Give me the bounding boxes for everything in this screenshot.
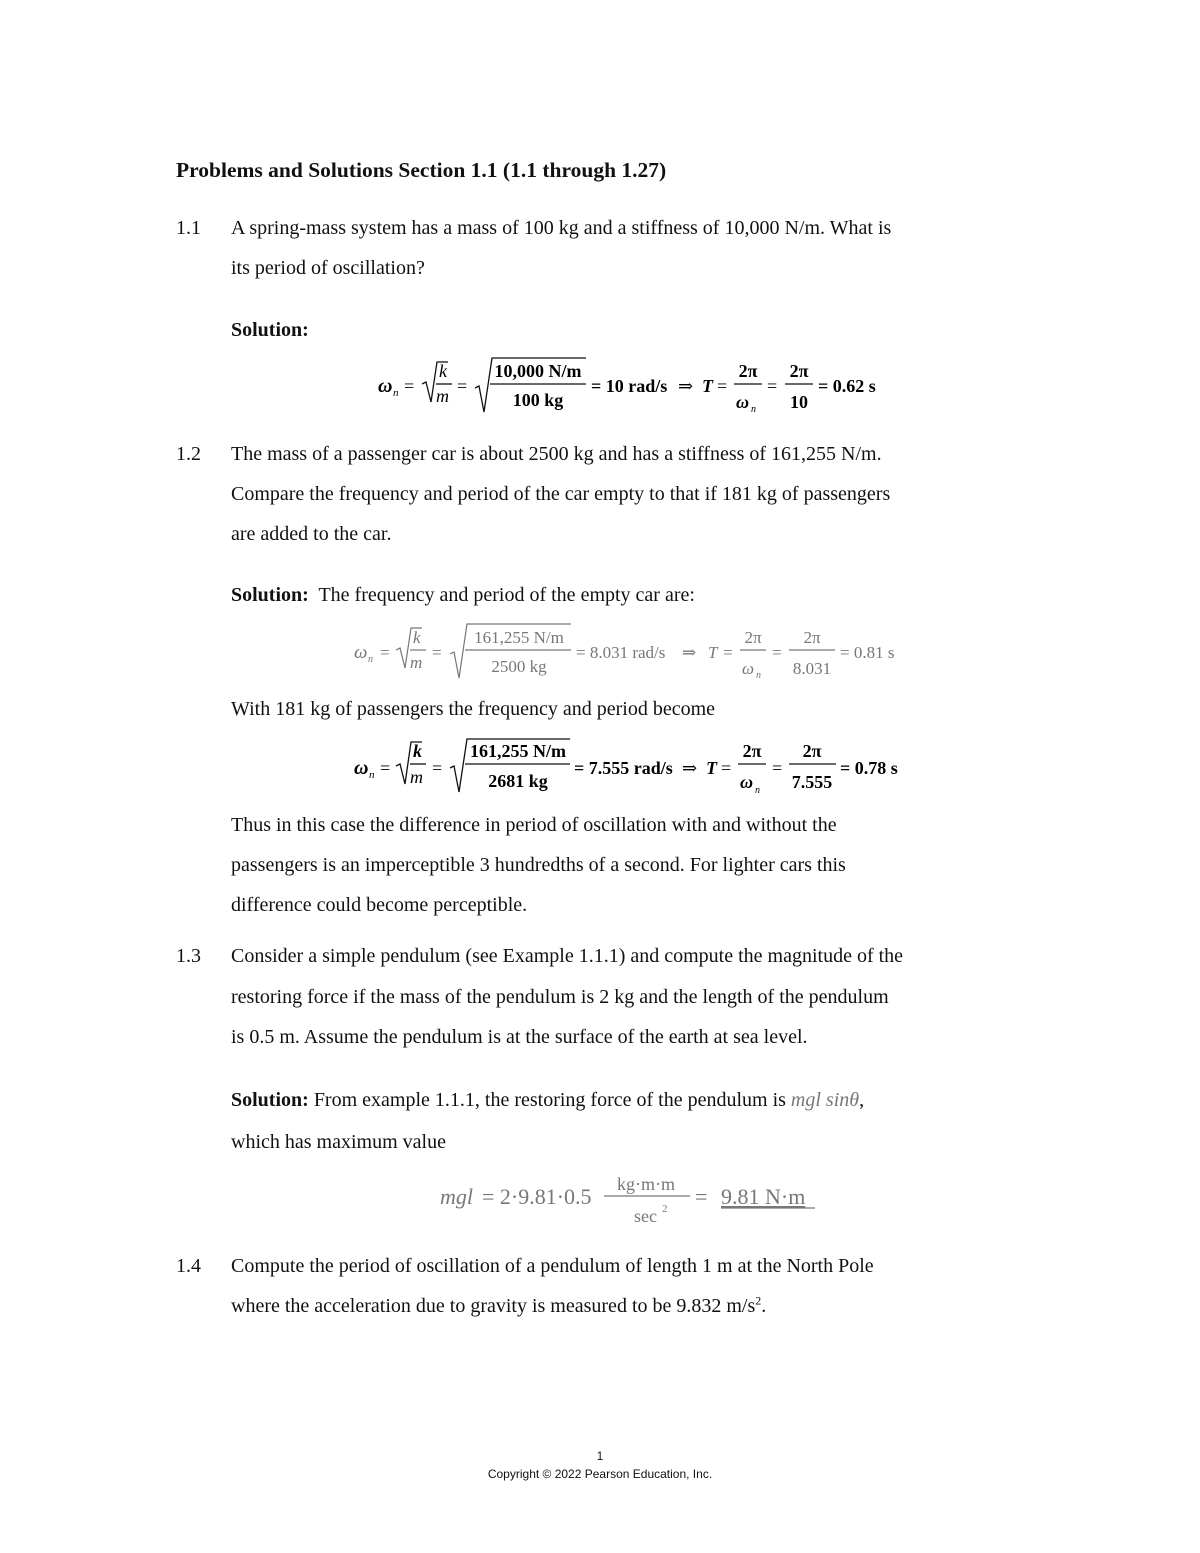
svg-text:m: m xyxy=(410,653,423,672)
svg-text:ω: ω xyxy=(736,392,750,412)
problem-text-line: The mass of a passenger car is about 2500 kg and has a stiffness of 161,255 N/m. xyxy=(231,443,882,465)
problem-number: 1.3 xyxy=(176,945,201,967)
svg-text:2π: 2π xyxy=(802,741,822,761)
equation-expression: = 2·9.81·0.5 xyxy=(482,1184,592,1209)
svg-text:ω: ω xyxy=(740,772,754,792)
solution-text: The frequency and period of the empty car are: xyxy=(318,584,695,606)
two-pi: 2π xyxy=(789,361,809,381)
equation-result: = 10 rad/s xyxy=(591,376,668,396)
implies-symbol: ⇒ xyxy=(678,376,694,396)
solution-line: Solution: From example 1.1.1, the restoring force of the pendulum is mgl sinθ, xyxy=(231,1089,865,1111)
problem-text-line: where the acceleration due to gravity is measured to be 9.832 $m/s^2$. xyxy=(231,1293,767,1317)
equation-1-2-loaded xyxy=(352,736,912,802)
svg-text:=: = xyxy=(432,643,442,662)
problem-text-line: Compute the period of oscillation of a pendulum of length 1 m at the North Pole xyxy=(231,1255,874,1277)
svg-text:=: = xyxy=(432,758,443,778)
svg-text:=: = xyxy=(380,758,391,778)
equation-1-3 xyxy=(438,1166,838,1232)
m-symbol: m xyxy=(436,386,449,406)
svg-text:=: = xyxy=(695,1184,708,1209)
solution-label: Solution: xyxy=(231,319,309,341)
equation-1-2-empty xyxy=(352,620,912,686)
subscript: n xyxy=(393,387,399,399)
svg-text:=: = xyxy=(723,643,733,662)
solution-text: which has maximum value xyxy=(231,1131,446,1153)
svg-text:⇒: ⇒ xyxy=(682,758,698,778)
svg-text:n: n xyxy=(756,670,761,681)
answer: 9.81 N·m xyxy=(721,1184,806,1209)
copyright: Copyright © 2022 Pearson Education, Inc. xyxy=(487,1467,713,1481)
solution-text-line: Thus in this case the difference in period of oscillation with and without the xyxy=(231,814,837,836)
fraction-denominator: 7.555 xyxy=(791,772,833,792)
fraction-denominator: 2500 kg xyxy=(491,657,547,676)
svg-text:m: m xyxy=(410,767,423,787)
two-pi: 2π xyxy=(738,361,758,381)
page-title: Problems and Solutions Section 1.1 (1.1 through 1.27) xyxy=(176,158,667,182)
equation-result: = 7.555 rad/s xyxy=(574,758,673,778)
k-symbol: k xyxy=(439,361,447,381)
solution-text: From example 1.1.1, the restoring force of the pendulum is xyxy=(313,1089,786,1111)
problem-number: 1.2 xyxy=(176,443,201,465)
svg-text:k: k xyxy=(413,741,422,761)
svg-text:n: n xyxy=(369,769,375,781)
problem-text-line: is 0.5 m. Assume the pendulum is at the surface of the earth at sea level. xyxy=(231,1026,808,1048)
svg-text:=: = xyxy=(767,376,778,396)
inline-math: mgl sinθ xyxy=(790,1089,860,1111)
svg-text:ω: ω xyxy=(742,659,755,678)
fraction-denominator: 100 kg xyxy=(512,390,564,410)
fraction-denominator: 10 xyxy=(790,392,808,412)
problem-text-line: A spring-mass system has a mass of 100 kg and a stiffness of 10,000 N/m. What is xyxy=(231,217,892,239)
page-number: 1 xyxy=(596,1449,604,1463)
problem-text-line: Compare the frequency and period of the car empty to that if 181 kg of passengers xyxy=(231,483,891,505)
equation-final: = 0.62 s xyxy=(818,376,876,396)
svg-text:n: n xyxy=(751,404,756,415)
fraction-numerator: kg·m·m xyxy=(617,1174,675,1194)
svg-text:k: k xyxy=(413,628,421,647)
problem-text-line: Consider a simple pendulum (see Example 1.1.1) and compute the magnitude of the xyxy=(231,945,904,967)
svg-text:ω: ω xyxy=(354,757,369,779)
fraction-numerator: 161,255 N/m xyxy=(470,741,566,761)
svg-text:=: = xyxy=(721,758,732,778)
fraction-denominator: 8.031 xyxy=(792,659,832,678)
svg-text:=: = xyxy=(457,376,468,396)
omega-symbol: ω xyxy=(378,375,393,397)
problem-text-line: restoring force if the mass of the pendulum is 2 kg and the length of the pendulum xyxy=(231,986,889,1008)
problem-number: 1.4 xyxy=(176,1255,201,1277)
solution-text-line: passengers is an imperceptible 3 hundredths of a second. For lighter cars this xyxy=(231,854,846,876)
problem-number: 1.1 xyxy=(176,217,201,239)
exponent: 2 xyxy=(662,1203,668,1215)
svg-text:=: = xyxy=(772,758,783,778)
exponent: 2 xyxy=(755,1293,762,1308)
svg-text:2π: 2π xyxy=(803,628,821,647)
svg-text:=: = xyxy=(404,376,415,396)
equation-final: = 0.78 s xyxy=(840,758,898,778)
solution-text: With 181 kg of passengers the frequency and period become xyxy=(231,698,716,720)
fraction-denominator: 2681 kg xyxy=(488,771,548,791)
problem-text-line: are added to the car. xyxy=(231,523,392,545)
fraction-denominator: sec xyxy=(634,1206,657,1226)
fraction-numerator: 10,000 N/m xyxy=(494,361,582,381)
svg-text:2π: 2π xyxy=(742,741,762,761)
solution-label: Solution: xyxy=(231,584,309,606)
period-symbol: T xyxy=(702,376,713,396)
svg-text:T: T xyxy=(708,643,718,662)
svg-text:2π: 2π xyxy=(744,628,762,647)
svg-text:=: = xyxy=(380,643,390,662)
svg-text:⇒: ⇒ xyxy=(682,643,697,662)
svg-text:T: T xyxy=(706,758,717,778)
svg-text:ω: ω xyxy=(354,642,368,663)
solution-text-line: difference could become perceptible. xyxy=(231,894,528,916)
solution-line xyxy=(231,583,695,607)
svg-text:=: = xyxy=(717,376,728,396)
equation-1-1 xyxy=(376,354,896,420)
problem-text-line: its period of oscillation? xyxy=(231,257,425,279)
svg-text:n: n xyxy=(755,785,760,796)
equation-final: = 0.81 s xyxy=(840,643,895,662)
equation-lhs: mgl xyxy=(440,1184,473,1209)
solution-label: Solution: xyxy=(231,1089,309,1111)
equation-result: = 8.031 rad/s xyxy=(576,643,666,662)
svg-text:n: n xyxy=(368,654,373,665)
fraction-numerator: 161,255 N/m xyxy=(474,628,564,647)
svg-text:=: = xyxy=(772,643,782,662)
